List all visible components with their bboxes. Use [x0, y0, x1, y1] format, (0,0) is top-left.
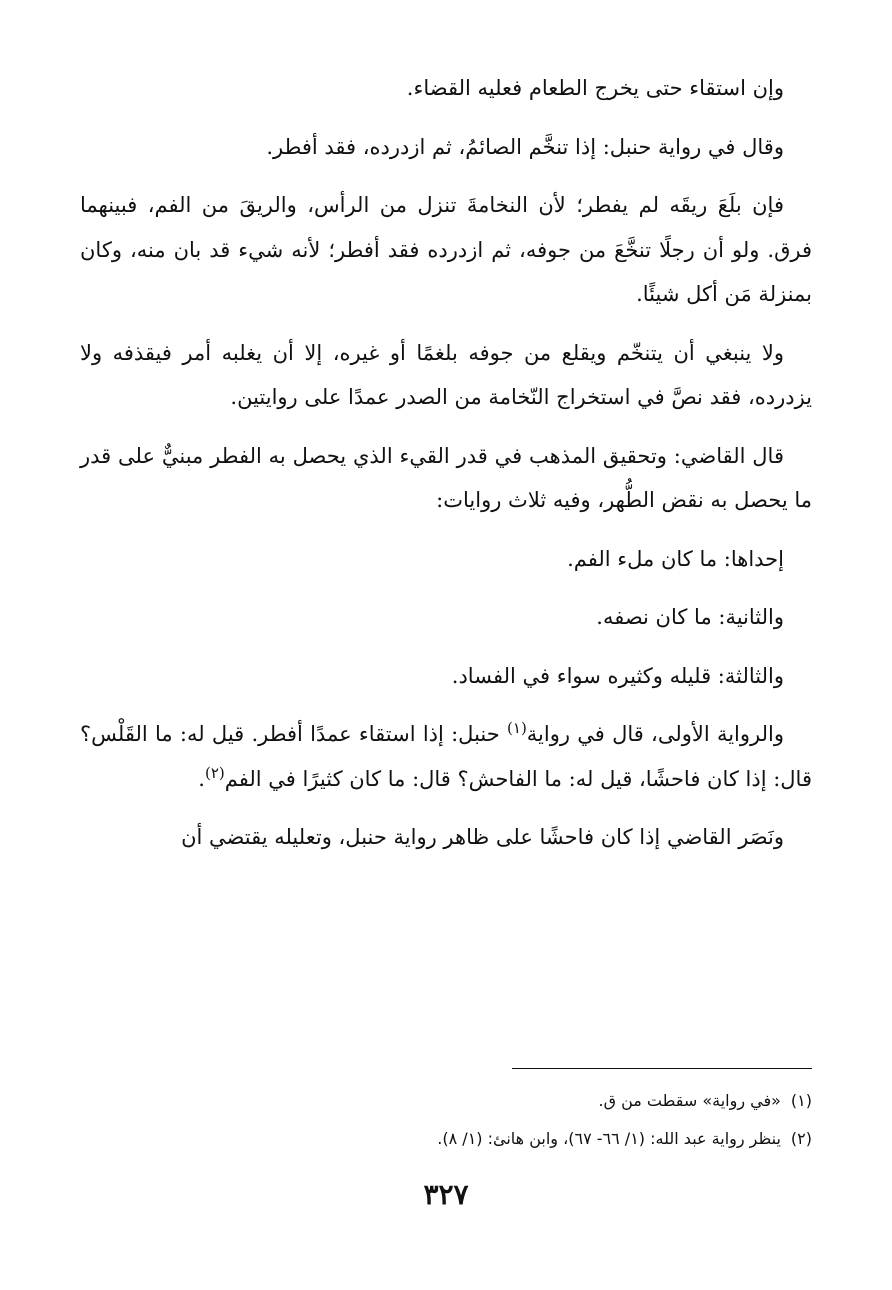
body-text — [80, 66, 812, 874]
footnote-text: «في رواية» سقطت من ق. — [598, 1091, 781, 1110]
paragraph-9 — [80, 712, 812, 801]
footnote-1 — [80, 1082, 812, 1120]
footnote-text: ينظر رواية عبد الله: (١/ ٦٦- ٦٧)، وابن هانئ: (١/ ٨). — [437, 1129, 781, 1148]
footnotes — [80, 1082, 812, 1158]
paragraph-5: قال القاضي: وتحقيق المذهب في قدر القيء الذي يحصل به الفطر مبنيٌّ على قدر ما يحصل به نقض الطُّهر، وفيه ثلاث روايات: — [80, 443, 812, 512]
paragraph-10: ونَصَر القاضي إذا كان فاحشًا على ظاهر رواية حنبل، وتعليله يقتضي أن — [181, 825, 784, 849]
paragraph-9-part-a: والرواية الأولى، قال في رواية — [526, 722, 784, 746]
footnote-2 — [80, 1120, 812, 1158]
paragraph-3: فإن بلَعَ ريقَه لم يفطر؛ لأن النخامةَ تنزل من الرأس، والريقَ من الفم، فبينهما فرق. ولو أن رجلًا تنخَّعَ من جوفه، ثم ازدرده فقد أفطر؛ لأنه شيء قد بان منه، وكان بمنزلة مَن أكل شيئًا. — [80, 193, 812, 306]
list-item-3: والثالثة: قليله وكثيره سواء في الفساد. — [451, 663, 784, 688]
list-item-2: والثانية: ما كان نصفه. — [596, 605, 784, 629]
page-number: ٣٢٧ — [423, 1178, 469, 1211]
footnote-ref-2[interactable]: (٢) — [204, 763, 225, 782]
paragraph-1: وإن استقاء حتى يخرج الطعام فعليه القضاء. — [406, 76, 784, 100]
paragraph-2: وقال في رواية حنبل: إذا تنخَّم الصائمُ، ثم ازدرده، فقد أفطر. — [266, 134, 784, 159]
paragraph-4: ولا ينبغي أن يتنخّم ويقلع من جوفه بلغمًا أو غيره، إلا أن يغلبه أمر فيقذفه ولا يزدرده، فقد نصَّ في استخراج النّخامة من الصدر عمدًا على روايتين. — [80, 340, 812, 409]
footnote-divider — [512, 1068, 812, 1069]
list-item-1: إحداها: ما كان ملء الفم. — [567, 546, 784, 571]
footnote-number: (٢) — [790, 1129, 812, 1148]
paragraph-9-part-b: حنبل: إذا استقاء عمدًا أفطر. قيل له: ما القَلْس؟ قال: إذا كان فاحشًا، قيل له: ما الفاحش؟ قال: ما كان كثيرًا في الفم — [80, 722, 812, 791]
footnote-ref-1[interactable]: (١) — [507, 719, 527, 737]
footnote-number: (١) — [790, 1091, 812, 1110]
paragraph-9-part-c: . — [198, 766, 205, 791]
